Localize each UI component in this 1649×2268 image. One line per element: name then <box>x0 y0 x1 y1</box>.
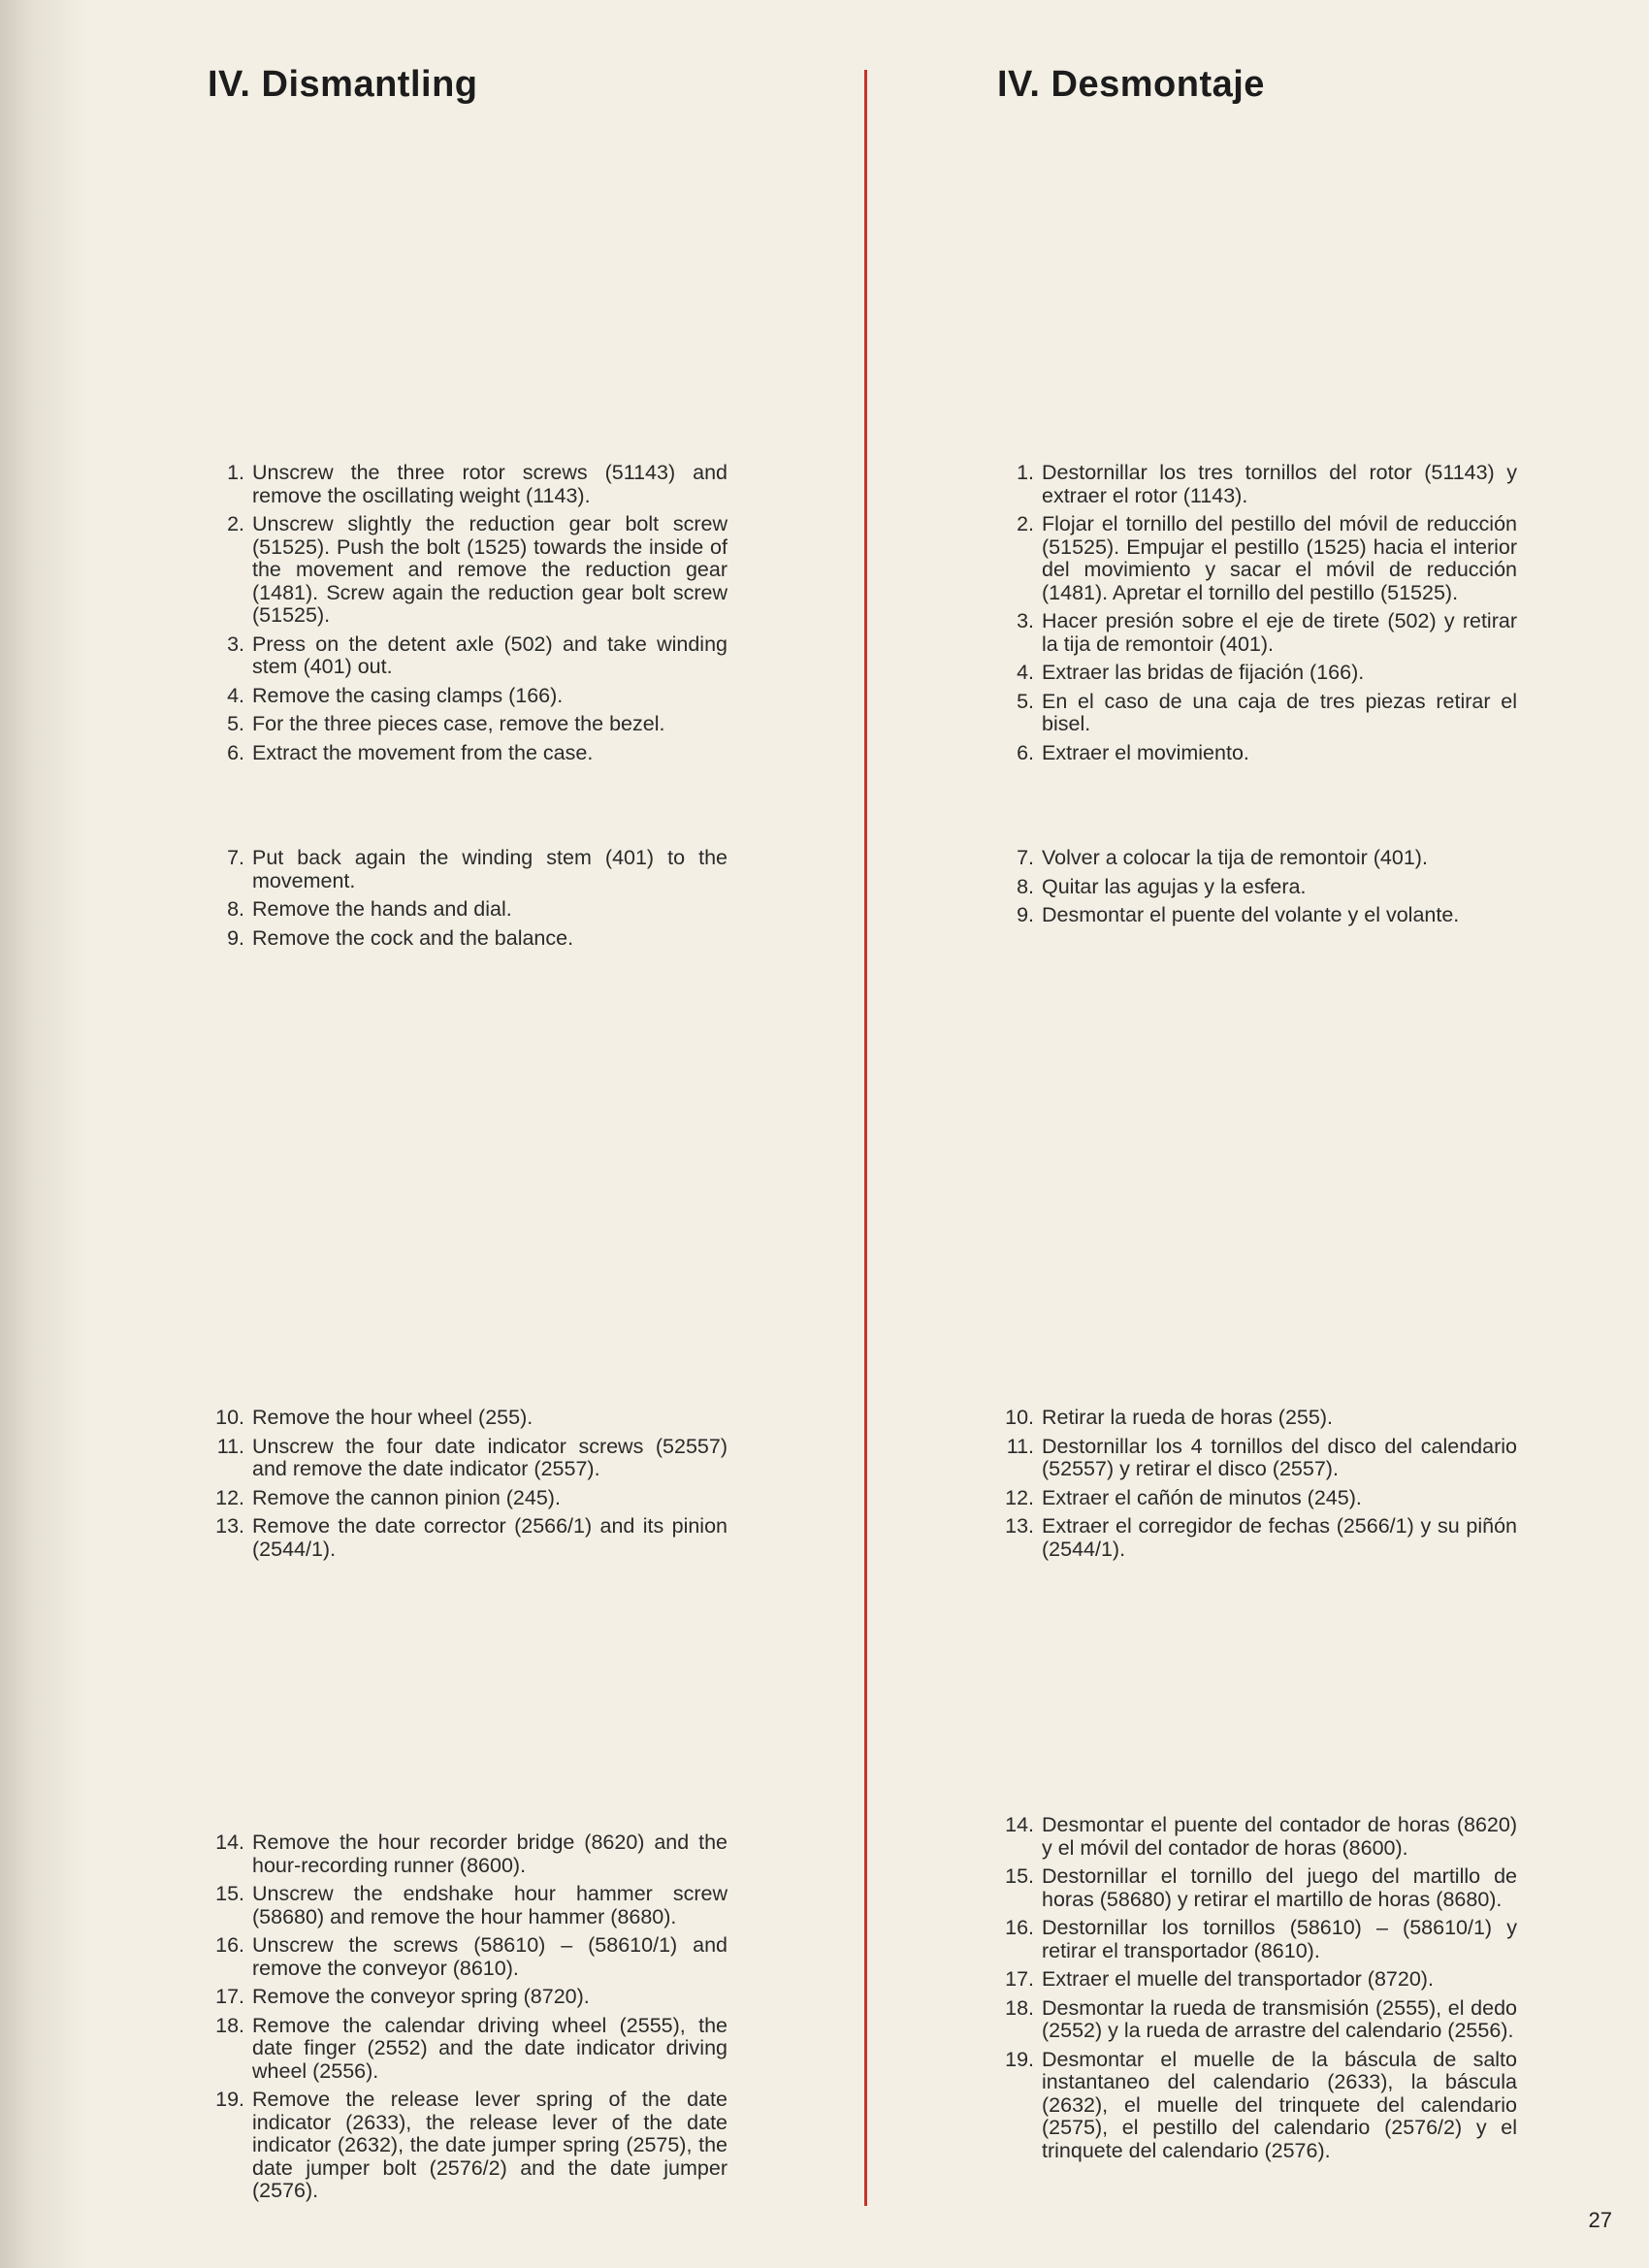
step-number: 9. <box>1017 903 1034 926</box>
page-spine-shadow <box>0 0 87 2268</box>
step-text: Destornillar los tornillos (58610) – (58610/1) y retirar el transportador (8610). <box>1042 1916 1517 1962</box>
step-number: 9. <box>227 925 244 950</box>
step-item <box>997 1487 1517 1510</box>
step-item <box>208 898 728 922</box>
spanish-step-group-1 <box>997 462 1517 770</box>
step-text: Remove the hands and dial. <box>252 897 512 921</box>
step-item <box>208 1407 728 1430</box>
step-text: Remove the conveyor spring (8720). <box>252 1985 590 2008</box>
step-item <box>997 1968 1517 1992</box>
step-number: 3. <box>1017 609 1034 632</box>
step-number: 17. <box>1005 1967 1034 1991</box>
step-item <box>208 1515 728 1561</box>
step-item <box>997 1997 1517 2043</box>
step-text: Unscrew slightly the reduction gear bolt screw (51525). Push the bolt (1525) towards the inside of the movement and remove the reduction gear (1481). Screw again the reduction gear bolt screw (51525). <box>252 512 728 627</box>
step-text: Remove the cock and the balance. <box>252 925 574 950</box>
step-text: Remove the casing clamps (166). <box>252 683 564 707</box>
spanish-step-group-3 <box>997 1407 1517 1567</box>
step-text: Remove the hour recorder bridge (8620) and the hour-recording runner (8600). <box>252 1831 728 1877</box>
step-number: 13. <box>215 1514 244 1538</box>
step-text: Destornillar el tornillo del juego del martillo de horas (58680) y retirar el martillo de horas (8680). <box>1042 1864 1517 1911</box>
step-text: Unscrew the four date indicator screws (52557) and remove the date indicator (2557). <box>252 1434 728 1480</box>
step-text: Volver a colocar la tija de remontoir (401). <box>1042 846 1428 869</box>
step-text: Remove the release lever spring of the date indicator (2633), the release lever of the date indicator (2632), the date jumper spring (2575), the date jumper bolt (2576/2) and the date jumper (2576). <box>252 2088 728 2202</box>
step-number: 6. <box>227 740 244 764</box>
step-number: 4. <box>227 683 244 707</box>
step-item <box>208 927 728 951</box>
step-number: 12. <box>215 1485 244 1509</box>
step-item <box>208 713 728 736</box>
step-text: Remove the hour wheel (255). <box>252 1406 534 1429</box>
step-number: 12. <box>1005 1485 1034 1509</box>
step-text: Desmontar el puente del volante y el volante. <box>1042 903 1460 926</box>
step-number: 18. <box>1005 1995 1034 2020</box>
step-item <box>997 462 1517 507</box>
step-number: 19. <box>215 2088 244 2111</box>
spanish-step-group-4 <box>997 1814 1517 2168</box>
heading-spanish: IV. Desmontaje <box>997 64 1265 105</box>
english-step-group-4 <box>208 1831 728 2209</box>
step-text: Desmontar el puente del contador de horas (8620) y el móvil del contador de horas (8600). <box>1042 1813 1517 1860</box>
step-item <box>208 462 728 507</box>
step-text: Remove the cannon pinion (245). <box>252 1485 561 1509</box>
step-item <box>208 685 728 708</box>
step-item <box>208 513 728 628</box>
step-number: 15. <box>1005 1864 1034 1888</box>
step-number: 15. <box>215 1882 244 1905</box>
column-divider <box>864 70 867 2206</box>
step-text: En el caso de una caja de tres piezas retirar el bisel. <box>1042 689 1517 735</box>
step-number: 10. <box>215 1406 244 1429</box>
step-text: Extract the movement from the case. <box>252 740 594 764</box>
step-item <box>997 1865 1517 1911</box>
step-item <box>997 742 1517 765</box>
english-step-group-2 <box>208 847 728 956</box>
step-number: 17. <box>215 1985 244 2008</box>
step-number: 16. <box>215 1933 244 1957</box>
step-text: Extraer el corregidor de fechas (2566/1) y su piñón (2544/1). <box>1042 1514 1517 1561</box>
step-number: 8. <box>227 897 244 921</box>
step-text: Extraer el cañón de minutos (245). <box>1042 1485 1362 1509</box>
step-item <box>997 610 1517 656</box>
step-number: 14. <box>215 1831 244 1854</box>
step-number: 3. <box>227 632 244 656</box>
step-item <box>208 2089 728 2203</box>
step-number: 14. <box>1005 1813 1034 1836</box>
step-number: 11. <box>216 1434 244 1458</box>
step-number: 7. <box>227 846 244 869</box>
step-item <box>997 662 1517 685</box>
step-item <box>997 2049 1517 2163</box>
step-number: 8. <box>1017 874 1034 898</box>
step-text: Desmontar el muelle de la báscula de salto instantaneo del calendario (2633), la báscula (2632), el muelle del trinquete del calendario (2575), el pestillo del calendario (2576/2) y el trinquete del calendario (2576). <box>1042 2047 1517 2162</box>
step-text: Destornillar los 4 tornillos del disco del calendario (52557) y retirar el disco (2557). <box>1042 1434 1517 1480</box>
spanish-step-group-2 <box>997 847 1517 933</box>
step-item <box>208 847 728 892</box>
step-item <box>208 1934 728 1980</box>
step-item <box>208 633 728 679</box>
step-text: Extraer el movimiento. <box>1042 740 1249 764</box>
step-text: For the three pieces case, remove the bezel. <box>252 712 665 735</box>
step-number: 10. <box>1005 1406 1034 1429</box>
step-text: Quitar las agujas y la esfera. <box>1042 874 1307 898</box>
step-item <box>997 513 1517 604</box>
step-number: 16. <box>1005 1916 1034 1939</box>
english-step-group-3 <box>208 1407 728 1567</box>
step-number: 18. <box>215 2013 244 2037</box>
step-text: Desmontar la rueda de transmisión (2555), el dedo (2552) y la rueda de arrastre del calendario (2556). <box>1042 1995 1517 2042</box>
step-number: 2. <box>1017 512 1034 535</box>
step-item <box>997 1515 1517 1561</box>
step-text: Extraer el muelle del transportador (8720). <box>1042 1967 1434 1991</box>
english-step-group-1 <box>208 462 728 770</box>
step-number: 11. <box>1006 1434 1034 1458</box>
step-text: Destornillar los tres tornillos del rotor (51143) y extraer el rotor (1143). <box>1042 461 1517 507</box>
step-text: Put back again the winding stem (401) to the movement. <box>252 846 728 892</box>
step-number: 4. <box>1017 661 1034 684</box>
step-number: 1. <box>1017 461 1034 484</box>
step-item <box>208 1986 728 2009</box>
step-item <box>208 742 728 765</box>
step-number: 5. <box>1017 689 1034 713</box>
step-number: 6. <box>1017 740 1034 764</box>
step-text: Retirar la rueda de horas (255). <box>1042 1406 1333 1429</box>
step-number: 1. <box>227 461 244 484</box>
step-item <box>997 1436 1517 1481</box>
heading-english: IV. Dismantling <box>208 64 478 105</box>
step-number: 19. <box>1005 2047 1034 2071</box>
step-item <box>997 1814 1517 1860</box>
step-item <box>997 1407 1517 1430</box>
step-item <box>208 1487 728 1510</box>
step-item <box>997 691 1517 736</box>
step-item <box>208 1831 728 1877</box>
step-item <box>997 1917 1517 1962</box>
step-number: 2. <box>227 512 244 535</box>
step-item <box>208 1883 728 1928</box>
step-text: Hacer presión sobre el eje de tirete (502) y retirar la tija de remontoir (401). <box>1042 609 1517 656</box>
page-number: 27 <box>1588 2208 1612 2232</box>
step-text: Remove the calendar driving wheel (2555), the date finger (2552) and the date indicator driving wheel (2556). <box>252 2013 728 2083</box>
step-item <box>208 1436 728 1481</box>
step-text: Unscrew the endshake hour hammer screw (58680) and remove the hour hammer (8680). <box>252 1882 728 1928</box>
step-item <box>208 2015 728 2084</box>
step-item <box>997 904 1517 927</box>
step-number: 7. <box>1017 846 1034 869</box>
step-item <box>997 876 1517 899</box>
step-text: Remove the date corrector (2566/1) and its pinion (2544/1). <box>252 1514 728 1561</box>
step-number: 5. <box>227 712 244 735</box>
step-text: Unscrew the screws (58610) – (58610/1) and remove the conveyor (8610). <box>252 1933 728 1980</box>
step-text: Unscrew the three rotor screws (51143) and remove the oscillating weight (1143). <box>252 461 728 507</box>
step-text: Press on the detent axle (502) and take winding stem (401) out. <box>252 632 728 678</box>
step-text: Flojar el tornillo del pestillo del móvil de reducción (51525). Empujar el pestillo (1525) hacia el interior del movimiento y sacar el móvil de reducción (1481). Apretar el tornillo del pestillo (51525). <box>1042 512 1517 604</box>
step-item <box>997 847 1517 870</box>
step-text: Extraer las bridas de fijación (166). <box>1042 661 1365 684</box>
step-number: 13. <box>1005 1514 1034 1538</box>
